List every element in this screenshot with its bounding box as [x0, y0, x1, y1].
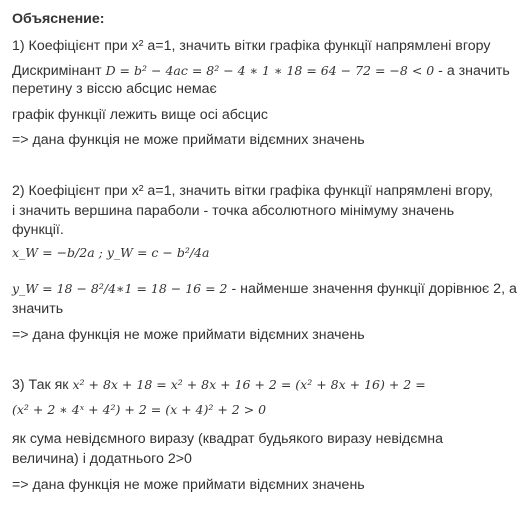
- section2-line3: функції.: [12, 222, 64, 238]
- section2-line2: і значить вершина параболи - точка абсолютного мінімуму значень: [12, 203, 455, 219]
- yw-tail: - найменше значення функції дорівнює 2, а: [227, 281, 517, 297]
- disc-formula: D = b² − 4ac = 8² − 4 ∗ 1 ∗ 18 = 64 − 72 = −8 < 0: [105, 63, 435, 78]
- section1-line4: графік функції лежить вище осі абсцис: [12, 107, 268, 123]
- section2-line6: значить: [12, 301, 64, 317]
- section3-conclusion: => дана функція не може приймати відємних значень: [12, 477, 365, 493]
- yw-formula: y_W = 18 − 8²/4∗1 = 18 − 16 = 2: [12, 281, 228, 296]
- section3-formula2: (x² + 2 ∗ 4ˣ + 4²) + 2 = (x + 4)² + 2 > 0: [12, 402, 267, 417]
- section3-line4: величина) і додатнього 2>0: [12, 451, 192, 467]
- section3-line1: [12, 376, 426, 394]
- section3-line3: як сума невідємного виразу (квадрат будьякого виразу невідємна: [12, 431, 444, 447]
- section1-discriminant: [12, 62, 510, 80]
- section1-line3: перетину з віссю абсцис немає: [12, 81, 217, 97]
- section3-lead: 3) Так як: [12, 377, 73, 393]
- section2-conclusion: => дана функція не може приймати відємних значень: [12, 327, 365, 343]
- explanation-heading: Объяснение:: [12, 11, 105, 27]
- section1-conclusion: => дана функція не може приймати відємних значень: [12, 132, 365, 148]
- disc-label: Дискримінант: [12, 63, 106, 79]
- disc-tail: - а значить: [434, 63, 510, 79]
- section1-line1: 1) Коефіцієнт при x² a=1, значить вітки графіка функції напрямлені вгору: [12, 38, 491, 54]
- section2-line1: 2) Коефіцієнт при x² a=1, значить вітки графіка функції напрямлені вгору,: [12, 183, 493, 199]
- section2-yw: [12, 280, 517, 298]
- section3-formula1: x² + 8x + 18 = x² + 8x + 16 + 2 = (x² + 8x + 16) + 2 =: [72, 377, 426, 392]
- vertex-formula: x_W = −b/2a ; y_W = c − b²/4a: [12, 245, 210, 260]
